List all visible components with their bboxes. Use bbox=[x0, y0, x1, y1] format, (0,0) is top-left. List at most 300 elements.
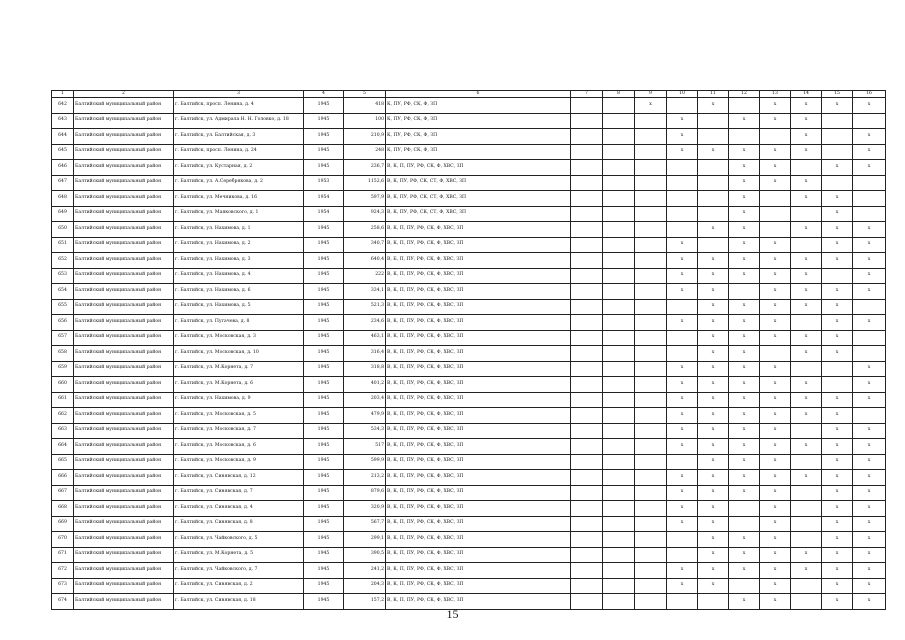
mark-cell bbox=[603, 330, 635, 346]
address-cell: г. Балтийск, ул. Московская, д. 9 bbox=[174, 454, 304, 470]
mark-cell: x bbox=[822, 408, 853, 424]
column-number-cell: 2 bbox=[74, 91, 174, 98]
empty-cell bbox=[571, 578, 603, 594]
table-row bbox=[52, 253, 886, 269]
row-number-cell: 654 bbox=[52, 284, 74, 300]
mark-cell: x bbox=[853, 423, 886, 439]
area-cell: 479,9 bbox=[344, 408, 386, 424]
row-number-cell: 670 bbox=[52, 532, 74, 548]
district-cell: Балтийский муниципальный район bbox=[74, 284, 174, 300]
mark-cell: x bbox=[822, 222, 853, 238]
mark-cell: x bbox=[729, 191, 760, 207]
mark-cell: x bbox=[729, 330, 760, 346]
address-cell: г. Балтийск, ул. М.Корнета, д. 7 bbox=[174, 361, 304, 377]
mark-cell: x bbox=[698, 485, 729, 501]
page-number: 15 bbox=[446, 607, 459, 621]
address-cell: г. Балтийск, ул. Чайковского, д. 5 bbox=[174, 532, 304, 548]
mark-cell: x bbox=[822, 392, 853, 408]
mark-cell: x bbox=[635, 98, 667, 114]
table-row bbox=[52, 237, 886, 253]
table-row bbox=[52, 284, 886, 300]
row-number-cell: 663 bbox=[52, 423, 74, 439]
column-number-cell: 13 bbox=[760, 91, 791, 98]
mark-cell bbox=[698, 160, 729, 176]
mark-cell bbox=[603, 470, 635, 486]
table-body bbox=[52, 98, 886, 610]
mark-cell: x bbox=[853, 129, 886, 145]
empty-cell bbox=[571, 222, 603, 238]
area-cell: 100 bbox=[344, 113, 386, 129]
mark-cell: x bbox=[822, 330, 853, 346]
address-cell: г. Балтийск, ул. Синявская, д. 12 bbox=[174, 470, 304, 486]
row-number-cell: 650 bbox=[52, 222, 74, 238]
address-cell: г. Балтийск, ул. А.Серебрякова, д. 2 bbox=[174, 175, 304, 191]
district-cell: Балтийский муниципальный район bbox=[74, 532, 174, 548]
mark-cell: x bbox=[760, 454, 791, 470]
year-cell: 1945 bbox=[304, 98, 344, 114]
mark-cell: x bbox=[853, 237, 886, 253]
mark-cell: x bbox=[698, 346, 729, 362]
mark-cell bbox=[760, 206, 791, 222]
mark-cell: x bbox=[729, 361, 760, 377]
mark-cell bbox=[603, 206, 635, 222]
row-number-cell: 659 bbox=[52, 361, 74, 377]
mark-cell: x bbox=[729, 392, 760, 408]
mark-cell bbox=[603, 361, 635, 377]
mark-cell: x bbox=[822, 423, 853, 439]
year-cell: 1945 bbox=[304, 361, 344, 377]
mark-cell: x bbox=[791, 408, 822, 424]
mark-cell: x bbox=[667, 408, 698, 424]
mark-cell: x bbox=[760, 284, 791, 300]
year-cell: 1945 bbox=[304, 253, 344, 269]
mark-cell bbox=[760, 129, 791, 145]
address-cell: г. Балтийск, ул. Балтийская, д. 3 bbox=[174, 129, 304, 145]
elements-cell: В, К, П, ПУ, РФ, СК, Ф, ХВС, ЗП bbox=[386, 454, 571, 470]
year-cell: 1945 bbox=[304, 129, 344, 145]
mark-cell bbox=[791, 578, 822, 594]
column-number-cell: 15 bbox=[822, 91, 853, 98]
mark-cell: x bbox=[760, 547, 791, 563]
mark-cell: x bbox=[760, 299, 791, 315]
mark-cell: x bbox=[729, 237, 760, 253]
mark-cell bbox=[667, 346, 698, 362]
mark-cell bbox=[635, 330, 667, 346]
mark-cell bbox=[853, 330, 886, 346]
table-row bbox=[52, 361, 886, 377]
mark-cell bbox=[791, 160, 822, 176]
mark-cell: x bbox=[698, 516, 729, 532]
year-cell: 1945 bbox=[304, 299, 344, 315]
address-cell: г. Балтийск, ул. Кустарная, д. 2 bbox=[174, 160, 304, 176]
mark-cell bbox=[635, 501, 667, 517]
mark-cell bbox=[635, 299, 667, 315]
row-number-cell: 645 bbox=[52, 144, 74, 160]
mark-cell bbox=[853, 191, 886, 207]
district-cell: Балтийский муниципальный район bbox=[74, 563, 174, 579]
row-number-cell: 660 bbox=[52, 377, 74, 393]
row-number-cell: 657 bbox=[52, 330, 74, 346]
mark-cell: x bbox=[667, 253, 698, 269]
mark-cell bbox=[635, 129, 667, 145]
mark-cell: x bbox=[791, 299, 822, 315]
district-cell: Балтийский муниципальный район bbox=[74, 191, 174, 207]
area-cell: 534,3 bbox=[344, 423, 386, 439]
mark-cell: x bbox=[791, 191, 822, 207]
district-cell: Балтийский муниципальный район bbox=[74, 160, 174, 176]
mark-cell bbox=[635, 377, 667, 393]
empty-cell bbox=[571, 175, 603, 191]
column-number-cell: 16 bbox=[853, 91, 886, 98]
mark-cell: x bbox=[853, 392, 886, 408]
empty-cell bbox=[571, 532, 603, 548]
mark-cell: x bbox=[822, 516, 853, 532]
elements-cell: В, К, П, ПУ, РФ, СК, Ф, ХВС, ЗП bbox=[386, 594, 571, 610]
mark-cell bbox=[603, 547, 635, 563]
empty-cell bbox=[571, 315, 603, 331]
mark-cell: x bbox=[698, 144, 729, 160]
column-number-cell: 4 bbox=[304, 91, 344, 98]
address-cell: г. Балтийск, ул. Нахимова, д. 5 bbox=[174, 299, 304, 315]
area-cell: 203,4 bbox=[344, 392, 386, 408]
empty-cell bbox=[571, 501, 603, 517]
elements-cell: К, ПУ, РФ, СК, Ф, ЗП bbox=[386, 144, 571, 160]
mark-cell: x bbox=[729, 222, 760, 238]
table-row bbox=[52, 222, 886, 238]
mark-cell bbox=[667, 299, 698, 315]
district-cell: Балтийский муниципальный район bbox=[74, 206, 174, 222]
column-number-cell: 14 bbox=[791, 91, 822, 98]
elements-cell: В, К, П, ПУ, РФ, СК, Ф, ХВС, ЗП bbox=[386, 578, 571, 594]
empty-cell bbox=[571, 516, 603, 532]
year-cell: 1945 bbox=[304, 222, 344, 238]
mark-cell bbox=[822, 377, 853, 393]
table-row bbox=[52, 330, 886, 346]
mark-cell bbox=[791, 501, 822, 517]
mark-cell: x bbox=[791, 98, 822, 114]
row-number-cell: 666 bbox=[52, 470, 74, 486]
mark-cell bbox=[603, 516, 635, 532]
row-number-cell: 648 bbox=[52, 191, 74, 207]
mark-cell: x bbox=[729, 175, 760, 191]
district-cell: Балтийский муниципальный район bbox=[74, 485, 174, 501]
mark-cell bbox=[791, 237, 822, 253]
mark-cell: x bbox=[729, 563, 760, 579]
mark-cell: x bbox=[729, 485, 760, 501]
mark-cell: x bbox=[667, 113, 698, 129]
row-number-cell: 668 bbox=[52, 501, 74, 517]
mark-cell bbox=[603, 284, 635, 300]
mark-cell: x bbox=[667, 439, 698, 455]
mark-cell: x bbox=[698, 532, 729, 548]
address-cell: г. Балтийск, ул. Московская, д. 7 bbox=[174, 423, 304, 439]
mark-cell bbox=[635, 361, 667, 377]
mark-cell: x bbox=[760, 485, 791, 501]
address-cell: г. Балтийск, ул. Синявская, д. 2 bbox=[174, 578, 304, 594]
mark-cell bbox=[603, 377, 635, 393]
elements-cell: В, К, П, ПУ, РФ, СК, Ф, ХВС, ЗП bbox=[386, 299, 571, 315]
empty-cell bbox=[571, 299, 603, 315]
mark-cell bbox=[760, 191, 791, 207]
mark-cell: x bbox=[853, 361, 886, 377]
elements-cell: В, К, П, ПУ, РФ, СК, Ф, ХВС, ЗП bbox=[386, 361, 571, 377]
elements-cell: В, К, ПУ, РФ, СК, СТ, Ф, ХВС, ЗП bbox=[386, 206, 571, 222]
area-cell: 640,4 bbox=[344, 253, 386, 269]
district-cell: Балтийский муниципальный район bbox=[74, 129, 174, 145]
mark-cell: x bbox=[853, 144, 886, 160]
mark-cell: x bbox=[729, 470, 760, 486]
row-number-cell: 653 bbox=[52, 268, 74, 284]
address-cell: г. Балтийск, ул. Московская, д. 3 bbox=[174, 330, 304, 346]
mark-cell bbox=[603, 423, 635, 439]
area-cell: 236,7 bbox=[344, 160, 386, 176]
mark-cell: x bbox=[853, 594, 886, 610]
mark-cell: x bbox=[822, 454, 853, 470]
mark-cell: x bbox=[729, 299, 760, 315]
table-row bbox=[52, 439, 886, 455]
mark-cell bbox=[698, 175, 729, 191]
mark-cell bbox=[667, 206, 698, 222]
district-cell: Балтийский муниципальный район bbox=[74, 222, 174, 238]
table-row bbox=[52, 423, 886, 439]
mark-cell bbox=[853, 299, 886, 315]
district-cell: Балтийский муниципальный район bbox=[74, 113, 174, 129]
district-cell: Балтийский муниципальный район bbox=[74, 501, 174, 517]
table-row bbox=[52, 377, 886, 393]
row-number-cell: 647 bbox=[52, 175, 74, 191]
table-row bbox=[52, 501, 886, 517]
mark-cell: x bbox=[822, 315, 853, 331]
empty-cell bbox=[571, 547, 603, 563]
column-number-cell: 3 bbox=[174, 91, 304, 98]
mark-cell bbox=[603, 578, 635, 594]
mark-cell bbox=[853, 206, 886, 222]
mark-cell: x bbox=[822, 532, 853, 548]
mark-cell: x bbox=[853, 284, 886, 300]
mark-cell: x bbox=[760, 237, 791, 253]
mark-cell: x bbox=[853, 377, 886, 393]
mark-cell: x bbox=[853, 98, 886, 114]
elements-cell: В, К, П, ПУ, РФ, СК, Ф, ХВС, ЗП bbox=[386, 222, 571, 238]
mark-cell: x bbox=[853, 160, 886, 176]
mark-cell: x bbox=[853, 485, 886, 501]
address-cell: г. Балтийск, ул. Мечникова, д. 16 bbox=[174, 191, 304, 207]
mark-cell bbox=[603, 98, 635, 114]
area-cell: 318,8 bbox=[344, 361, 386, 377]
mark-cell: x bbox=[791, 439, 822, 455]
mark-cell: x bbox=[729, 268, 760, 284]
mark-cell: x bbox=[667, 144, 698, 160]
area-cell: 316,4 bbox=[344, 346, 386, 362]
mark-cell bbox=[635, 253, 667, 269]
mark-cell: x bbox=[667, 315, 698, 331]
column-number-cell: 1 bbox=[52, 91, 74, 98]
address-cell: г. Балтийск, ул. Нахимова, д. 3 bbox=[174, 253, 304, 269]
area-cell: 463,1 bbox=[344, 330, 386, 346]
row-number-cell: 642 bbox=[52, 98, 74, 114]
mark-cell: x bbox=[791, 330, 822, 346]
empty-cell bbox=[571, 454, 603, 470]
mark-cell: x bbox=[760, 532, 791, 548]
empty-cell bbox=[571, 284, 603, 300]
table-row bbox=[52, 175, 886, 191]
mark-cell: x bbox=[853, 578, 886, 594]
mark-cell bbox=[635, 485, 667, 501]
mark-cell bbox=[603, 222, 635, 238]
district-cell: Балтийский муниципальный район bbox=[74, 377, 174, 393]
district-cell: Балтийский муниципальный район bbox=[74, 516, 174, 532]
mark-cell bbox=[698, 113, 729, 129]
empty-cell bbox=[571, 377, 603, 393]
mark-cell bbox=[635, 423, 667, 439]
mark-cell bbox=[635, 454, 667, 470]
mark-cell bbox=[667, 175, 698, 191]
area-cell: 320,9 bbox=[344, 501, 386, 517]
mark-cell bbox=[667, 222, 698, 238]
mark-cell bbox=[603, 113, 635, 129]
area-cell: 222 bbox=[344, 268, 386, 284]
mark-cell: x bbox=[729, 594, 760, 610]
empty-cell bbox=[571, 144, 603, 160]
year-cell: 1945 bbox=[304, 563, 344, 579]
mark-cell: x bbox=[822, 501, 853, 517]
row-number-cell: 649 bbox=[52, 206, 74, 222]
mark-cell: x bbox=[760, 439, 791, 455]
mark-cell bbox=[635, 222, 667, 238]
table-row bbox=[52, 563, 886, 579]
mark-cell: x bbox=[760, 144, 791, 160]
mark-cell: x bbox=[822, 470, 853, 486]
mark-cell bbox=[698, 237, 729, 253]
row-number-cell: 667 bbox=[52, 485, 74, 501]
area-cell: 213,2 bbox=[344, 470, 386, 486]
row-number-cell: 673 bbox=[52, 578, 74, 594]
column-number-cell: 9 bbox=[635, 91, 667, 98]
column-number-cell: 5 bbox=[344, 91, 386, 98]
mark-cell: x bbox=[667, 485, 698, 501]
year-cell: 1954 bbox=[304, 191, 344, 207]
district-cell: Балтийский муниципальный район bbox=[74, 98, 174, 114]
year-cell: 1945 bbox=[304, 392, 344, 408]
mark-cell bbox=[603, 129, 635, 145]
row-number-cell: 664 bbox=[52, 439, 74, 455]
mark-cell bbox=[603, 253, 635, 269]
mark-cell: x bbox=[698, 299, 729, 315]
mark-cell bbox=[698, 191, 729, 207]
mark-cell bbox=[822, 144, 853, 160]
table-row bbox=[52, 129, 886, 145]
mark-cell: x bbox=[729, 377, 760, 393]
mark-cell bbox=[603, 144, 635, 160]
address-cell: г. Балтийск, ул. Синявская, д. 7 bbox=[174, 485, 304, 501]
mark-cell: x bbox=[729, 113, 760, 129]
elements-cell: В, К, П, ПУ, РФ, СК, Ф, ХВС, ЗП bbox=[386, 470, 571, 486]
mark-cell: x bbox=[729, 454, 760, 470]
empty-cell bbox=[571, 470, 603, 486]
elements-cell: К, ПУ, РФ, СК, Ф, ЗП bbox=[386, 98, 571, 114]
mark-cell bbox=[603, 268, 635, 284]
mark-cell bbox=[822, 113, 853, 129]
mark-cell: x bbox=[760, 377, 791, 393]
table-row bbox=[52, 144, 886, 160]
mark-cell bbox=[603, 346, 635, 362]
elements-cell: В, К, П, ПУ, РФ, СК, Ф, ХВС, ЗП bbox=[386, 346, 571, 362]
mark-cell: x bbox=[760, 516, 791, 532]
mark-cell bbox=[791, 532, 822, 548]
address-cell: г. Балтийск, ул. М.Корнета, д. 5 bbox=[174, 547, 304, 563]
mark-cell: x bbox=[822, 439, 853, 455]
address-cell: г. Балтийск, ул. Нахимова, д. 6 bbox=[174, 284, 304, 300]
table-row bbox=[52, 315, 886, 331]
mark-cell bbox=[760, 346, 791, 362]
mark-cell bbox=[667, 330, 698, 346]
column-number-cell: 7 bbox=[571, 91, 603, 98]
mark-cell bbox=[603, 501, 635, 517]
year-cell: 1945 bbox=[304, 439, 344, 455]
mark-cell: x bbox=[698, 547, 729, 563]
elements-cell: В, К, П, ПУ, РФ, СК, Ф, ХВС, ЗП bbox=[386, 330, 571, 346]
mark-cell: x bbox=[791, 284, 822, 300]
mark-cell bbox=[667, 547, 698, 563]
mark-cell: x bbox=[729, 206, 760, 222]
mark-cell: x bbox=[729, 547, 760, 563]
district-cell: Балтийский муниципальный район bbox=[74, 175, 174, 191]
elements-cell: К, ПУ, РФ, СК, Ф, ЗП bbox=[386, 113, 571, 129]
mark-cell: x bbox=[791, 222, 822, 238]
mark-cell: x bbox=[698, 253, 729, 269]
row-number-cell: 671 bbox=[52, 547, 74, 563]
mark-cell: x bbox=[729, 532, 760, 548]
mark-cell: x bbox=[791, 113, 822, 129]
mark-cell bbox=[635, 315, 667, 331]
year-cell: 1945 bbox=[304, 113, 344, 129]
district-cell: Балтийский муниципальный район bbox=[74, 268, 174, 284]
mark-cell bbox=[635, 284, 667, 300]
year-cell: 1945 bbox=[304, 237, 344, 253]
area-cell: 157,2 bbox=[344, 594, 386, 610]
mark-cell: x bbox=[791, 470, 822, 486]
mark-cell: x bbox=[760, 408, 791, 424]
mark-cell bbox=[729, 98, 760, 114]
mark-cell: x bbox=[667, 361, 698, 377]
mark-cell bbox=[667, 160, 698, 176]
mark-cell: x bbox=[760, 392, 791, 408]
elements-cell: В, К, ПУ, РФ, СК, СТ, Ф, ХВС, ЗП bbox=[386, 191, 571, 207]
mark-cell: x bbox=[853, 222, 886, 238]
table-row bbox=[52, 485, 886, 501]
mark-cell bbox=[635, 206, 667, 222]
table-row bbox=[52, 268, 886, 284]
mark-cell: x bbox=[760, 98, 791, 114]
mark-cell: x bbox=[791, 175, 822, 191]
mark-cell bbox=[635, 191, 667, 207]
area-cell: 597,9 bbox=[344, 191, 386, 207]
mark-cell: x bbox=[760, 423, 791, 439]
elements-cell: В, К, П, ПУ, РФ, СК, Ф, ХВС, ЗП bbox=[386, 160, 571, 176]
row-number-cell: 643 bbox=[52, 113, 74, 129]
area-cell: 340,7 bbox=[344, 237, 386, 253]
mark-cell: x bbox=[791, 563, 822, 579]
empty-cell bbox=[571, 237, 603, 253]
mark-cell: x bbox=[760, 330, 791, 346]
mark-cell: x bbox=[822, 299, 853, 315]
mark-cell bbox=[603, 532, 635, 548]
mark-cell bbox=[635, 470, 667, 486]
table-row bbox=[52, 408, 886, 424]
mark-cell: x bbox=[667, 237, 698, 253]
mark-cell bbox=[635, 516, 667, 532]
area-cell: 517 bbox=[344, 439, 386, 455]
